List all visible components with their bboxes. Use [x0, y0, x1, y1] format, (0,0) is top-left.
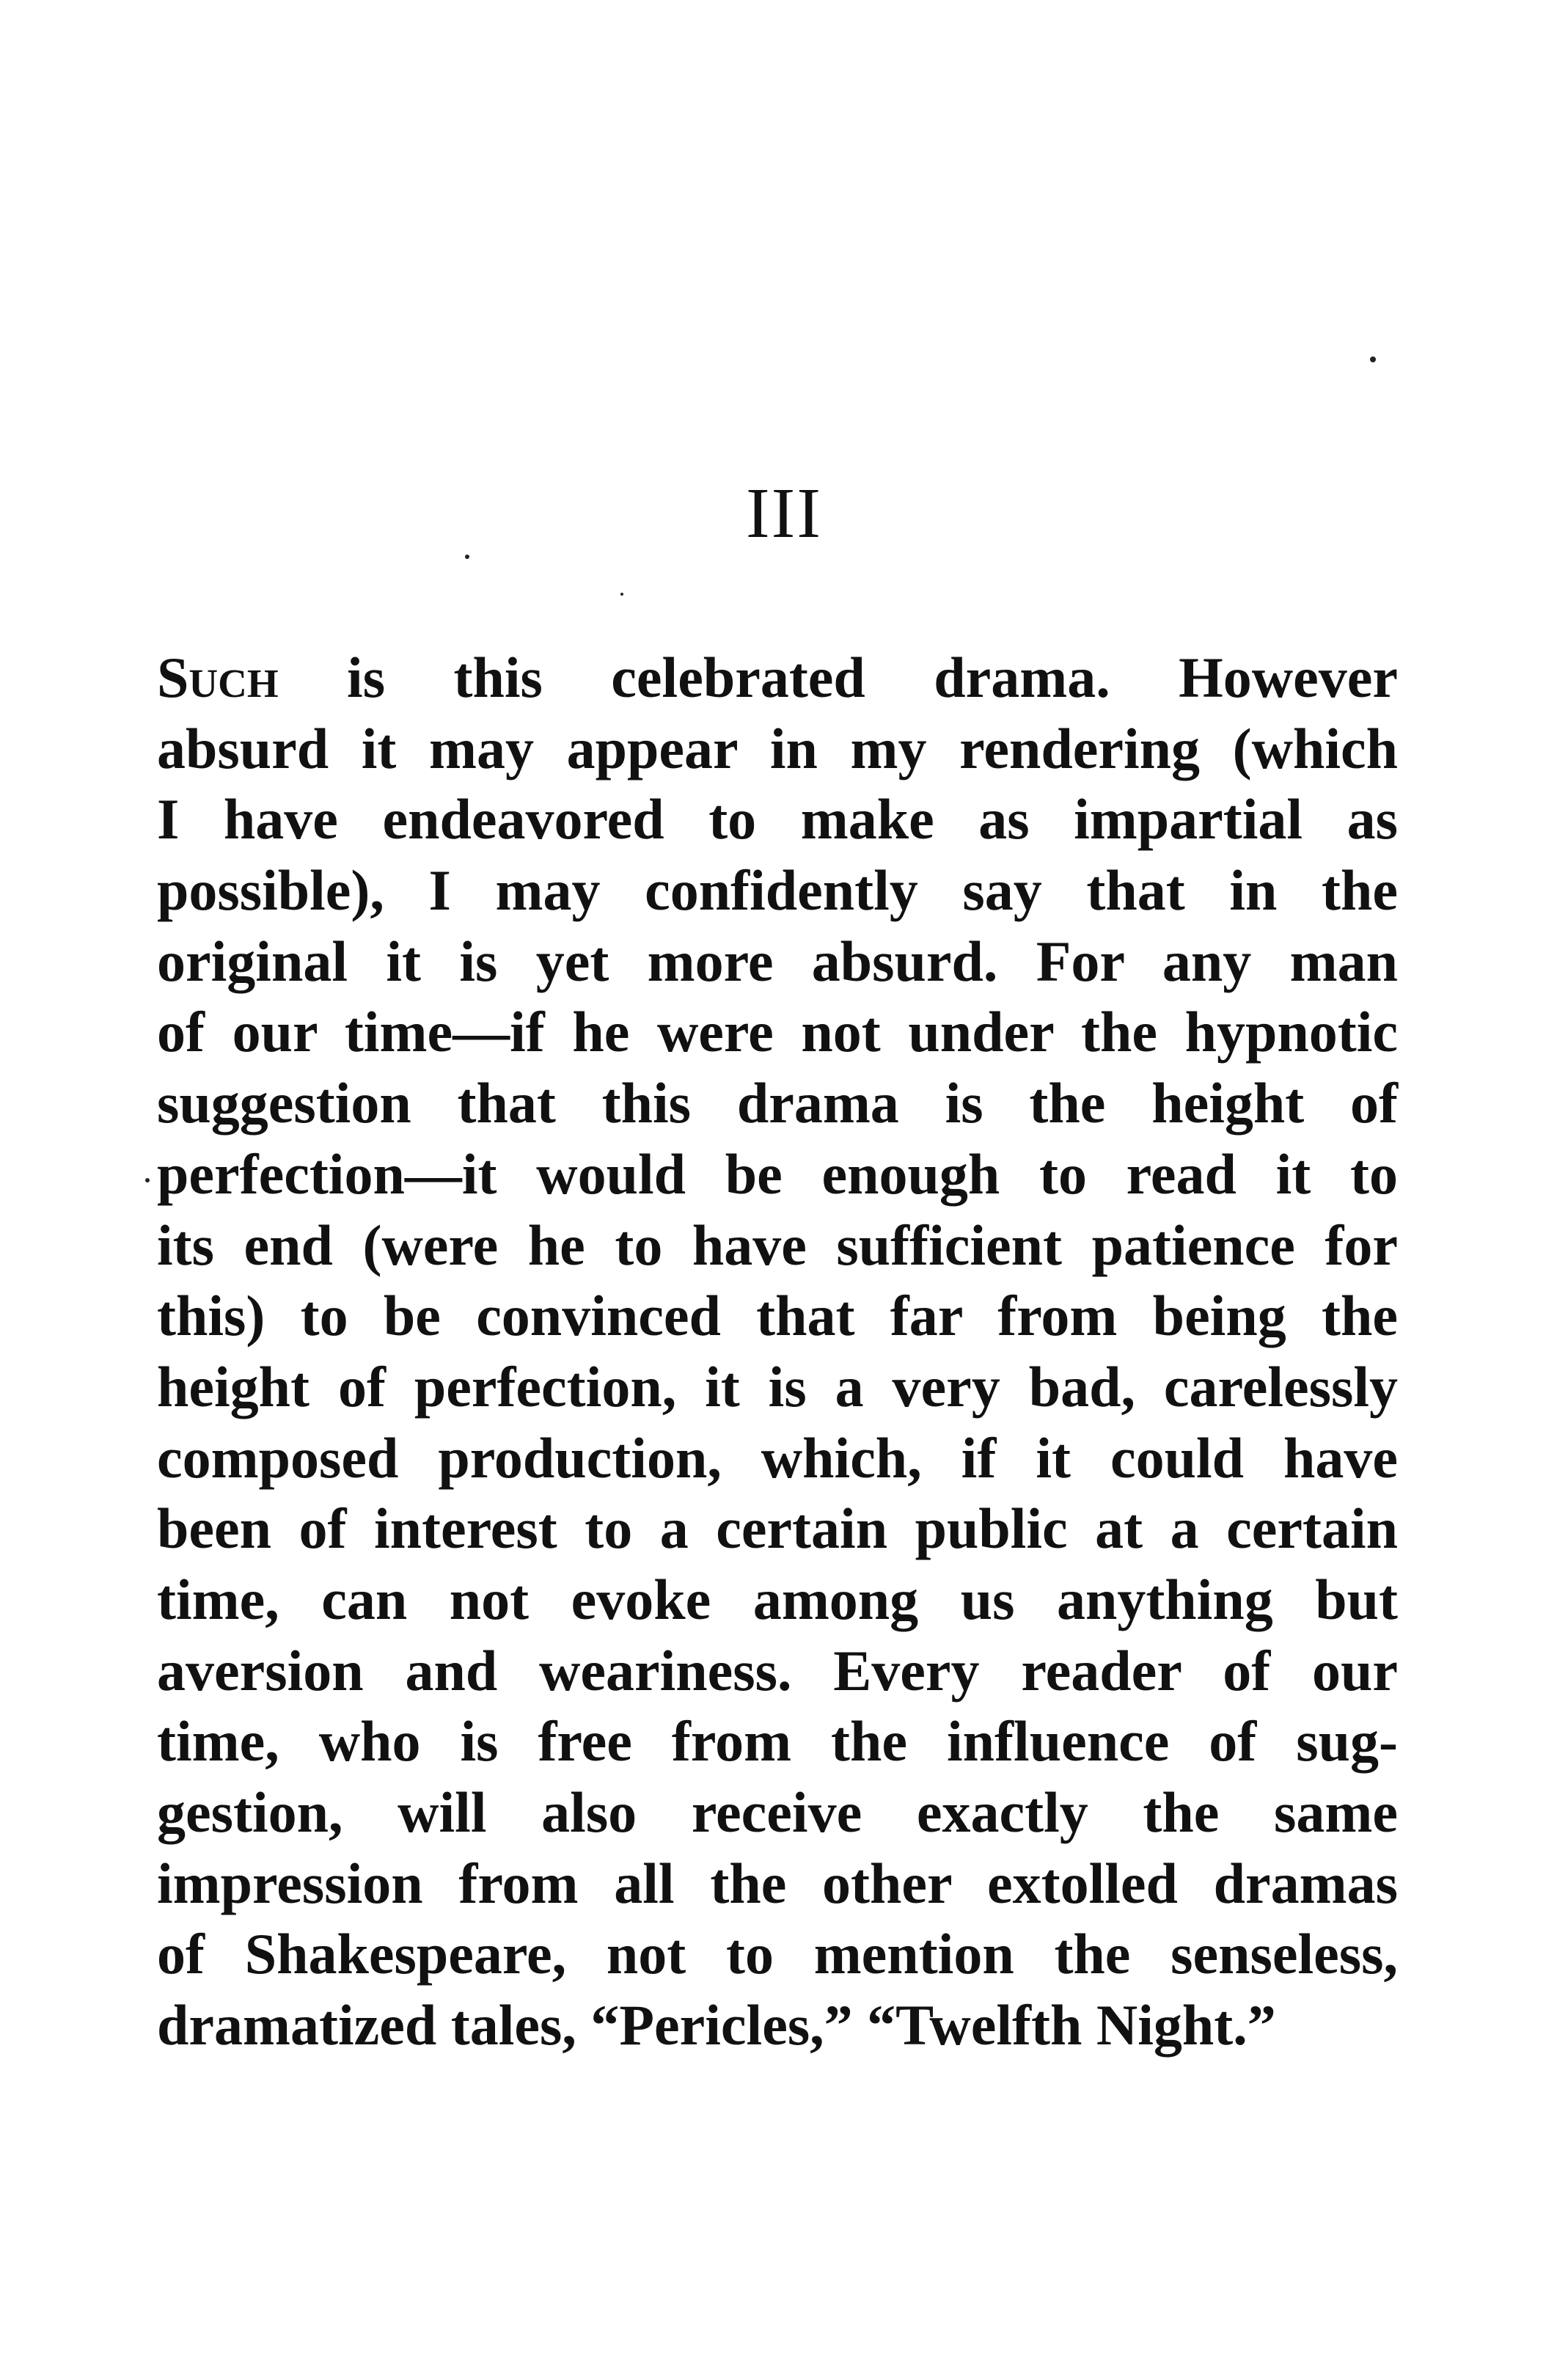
text-line: time, who is free from the influence of sug-: [157, 1709, 1398, 1774]
chapter-heading: III: [746, 474, 822, 553]
first-line-rest: is this celebrated drama. However: [278, 646, 1398, 709]
body-paragraph: [157, 643, 1398, 2061]
text-line: original it is yet more absurd. For any man: [157, 929, 1398, 993]
text-line: impression from all the other extolled dramas: [157, 1851, 1398, 1915]
text-line: suggestion that this drama is the height of: [157, 1071, 1398, 1136]
opening-word: Such: [157, 646, 279, 709]
text-line: been of interest to a certain public at a certain: [157, 1496, 1398, 1561]
scan-speck: [465, 555, 469, 559]
text-line: dramatized tales, “Pericles,” “Twelfth Night.”: [157, 1993, 1276, 2058]
scan-speck: [1370, 357, 1376, 362]
text-line: I have endeavored to make as impartial as: [157, 787, 1398, 852]
text-line: absurd it may appear in my rendering (which: [157, 716, 1398, 780]
text-line: composed production, which, if it could have: [157, 1425, 1398, 1490]
text-line: of our time—if he were not under the hypnotic: [157, 1000, 1398, 1064]
text-line: possible), I may confidently say that in the: [157, 858, 1398, 923]
text-line: of Shakespeare, not to mention the senseless,: [157, 1922, 1398, 1986]
text-line: this) to be convinced that far from being the: [157, 1284, 1398, 1348]
text-line: its end (were he to have sufficient patience for: [157, 1213, 1398, 1277]
text-line: height of perfection, it is a very bad, carelessly: [157, 1354, 1398, 1419]
text-line: [157, 643, 1398, 714]
scan-speck: [620, 593, 623, 596]
text-line: perfection—it would be enough to read it to: [157, 1141, 1398, 1206]
text-line: aversion and weariness. Every reader of our: [157, 1638, 1398, 1703]
text-line: time, can not evoke among us anything but: [157, 1567, 1398, 1631]
scan-speck: [145, 1178, 150, 1182]
text-line: gestion, will also receive exactly the same: [157, 1780, 1398, 1844]
